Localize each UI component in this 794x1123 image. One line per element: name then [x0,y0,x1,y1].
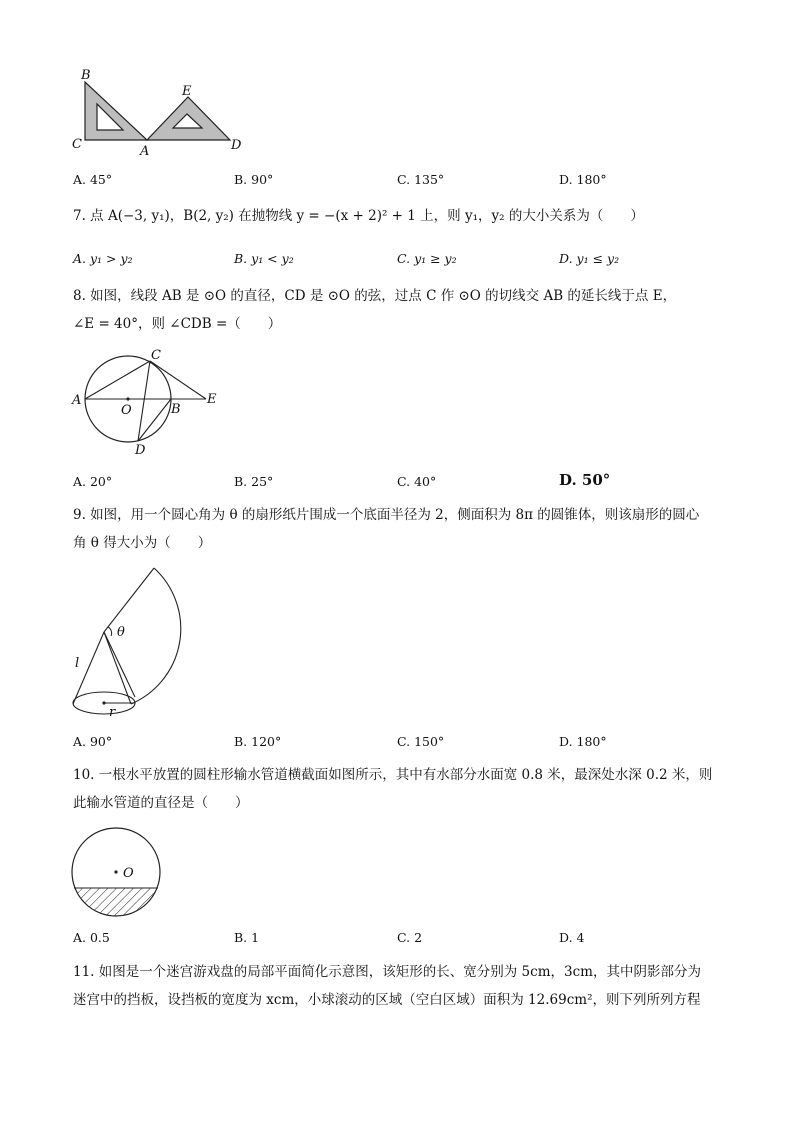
q7-option-a[interactable]: A. y₁ > y₂ [73,251,133,266]
question-9-line-2: 角 θ 得大小为（ ） [73,535,212,551]
q6-option-c[interactable]: C. 135° [397,172,445,187]
q10-option-c[interactable]: C. 2 [397,930,423,945]
q8-option-a[interactable]: A. 20° [73,474,113,489]
label-c: C [151,348,161,363]
label-o: O [121,403,132,418]
question-8 [73,282,733,338]
question-10-line-1: 10. 一根水平放置的圆柱形输水管道横截面如图所示，其中有水部分水面宽 0.8 米，最深处水深 0.2 米，则 [73,767,713,783]
q8-option-b[interactable]: B. 25° [234,474,274,489]
label-theta: θ [117,625,125,640]
question-11 [73,958,733,1014]
q9-options [73,734,733,754]
q7-option-d[interactable]: D. y₁ ≤ y₂ [559,251,620,266]
question-7: 7. 点 A(−3, y₁)，B(2, y₂) 在抛物线 y = −(x + 2)² + 1 上，则 y₁，y₂ 的大小关系为（ ） [73,208,644,224]
question-11-line-2: 迷宫中的挡板，设挡板的宽度为 xcm，小球滚动的区域（空白区域）面积为 12.69cm²，则下列所列方程 [73,992,701,1008]
q6-options [73,172,733,192]
q6-option-d[interactable]: D. 180° [559,172,607,187]
q7-option-c[interactable]: C. y₁ ≥ y₂ [397,251,457,266]
label-c: C [72,137,82,152]
q8-options [73,471,733,494]
label-l: l [75,656,80,671]
question-8-line-2: ∠E = 40°，则 ∠CDB =（ ） [73,316,282,332]
q9-option-a[interactable]: A. 90° [73,734,113,749]
label-r: r [109,705,116,720]
question-10-line-2: 此输水管道的直径是（ ） [73,795,249,811]
q9-option-c[interactable]: C. 150° [397,734,445,749]
q6-option-a[interactable]: A. 45° [73,172,113,187]
figure-set-squares [70,64,250,156]
q8-option-c[interactable]: C. 40° [397,474,437,489]
q7-options [73,251,733,271]
q7-option-b[interactable]: B. y₁ < y₂ [234,251,294,266]
label-d: D [135,443,146,458]
figure-cone-sector [66,564,226,722]
figure-circle-tangent [70,346,230,458]
q8-option-d[interactable]: D. 50° [559,471,611,489]
q10-options [73,930,733,950]
q10-option-b[interactable]: B. 1 [234,930,260,945]
question-10 [73,761,733,817]
label-a: A [72,393,82,408]
label-b: B [81,68,91,83]
label-d: D [231,138,242,153]
q10-option-d[interactable]: D. 4 [559,930,585,945]
question-9-line-1: 9. 如图，用一个圆心角为 θ 的扇形纸片围成一个底面半径为 2，侧面积为 8π 的圆锥体，则该扇形的圆心 [73,507,700,523]
label-e: E [182,84,192,99]
label-e: E [207,392,217,407]
q6-option-b[interactable]: B. 90° [234,172,274,187]
question-11-line-1: 11. 如图是一个迷宫游戏盘的局部平面简化示意图，该矩形的长、宽分别为 5cm，3cm，其中阴影部分为 [73,964,701,980]
label-b: B [171,402,181,417]
q9-option-d[interactable]: D. 180° [559,734,607,749]
q9-option-b[interactable]: B. 120° [234,734,282,749]
q10-option-a[interactable]: A. 0.5 [73,930,110,945]
label-a: A [140,144,150,156]
question-9 [73,501,733,557]
figure-pipe-section [68,826,168,922]
label-o: O [123,866,134,881]
question-8-line-1: 8. 如图，线段 AB 是 ⊙O 的直径，CD 是 ⊙O 的弦，过点 C 作 ⊙O 的切线交 AB 的延长线于点 E， [73,288,677,304]
